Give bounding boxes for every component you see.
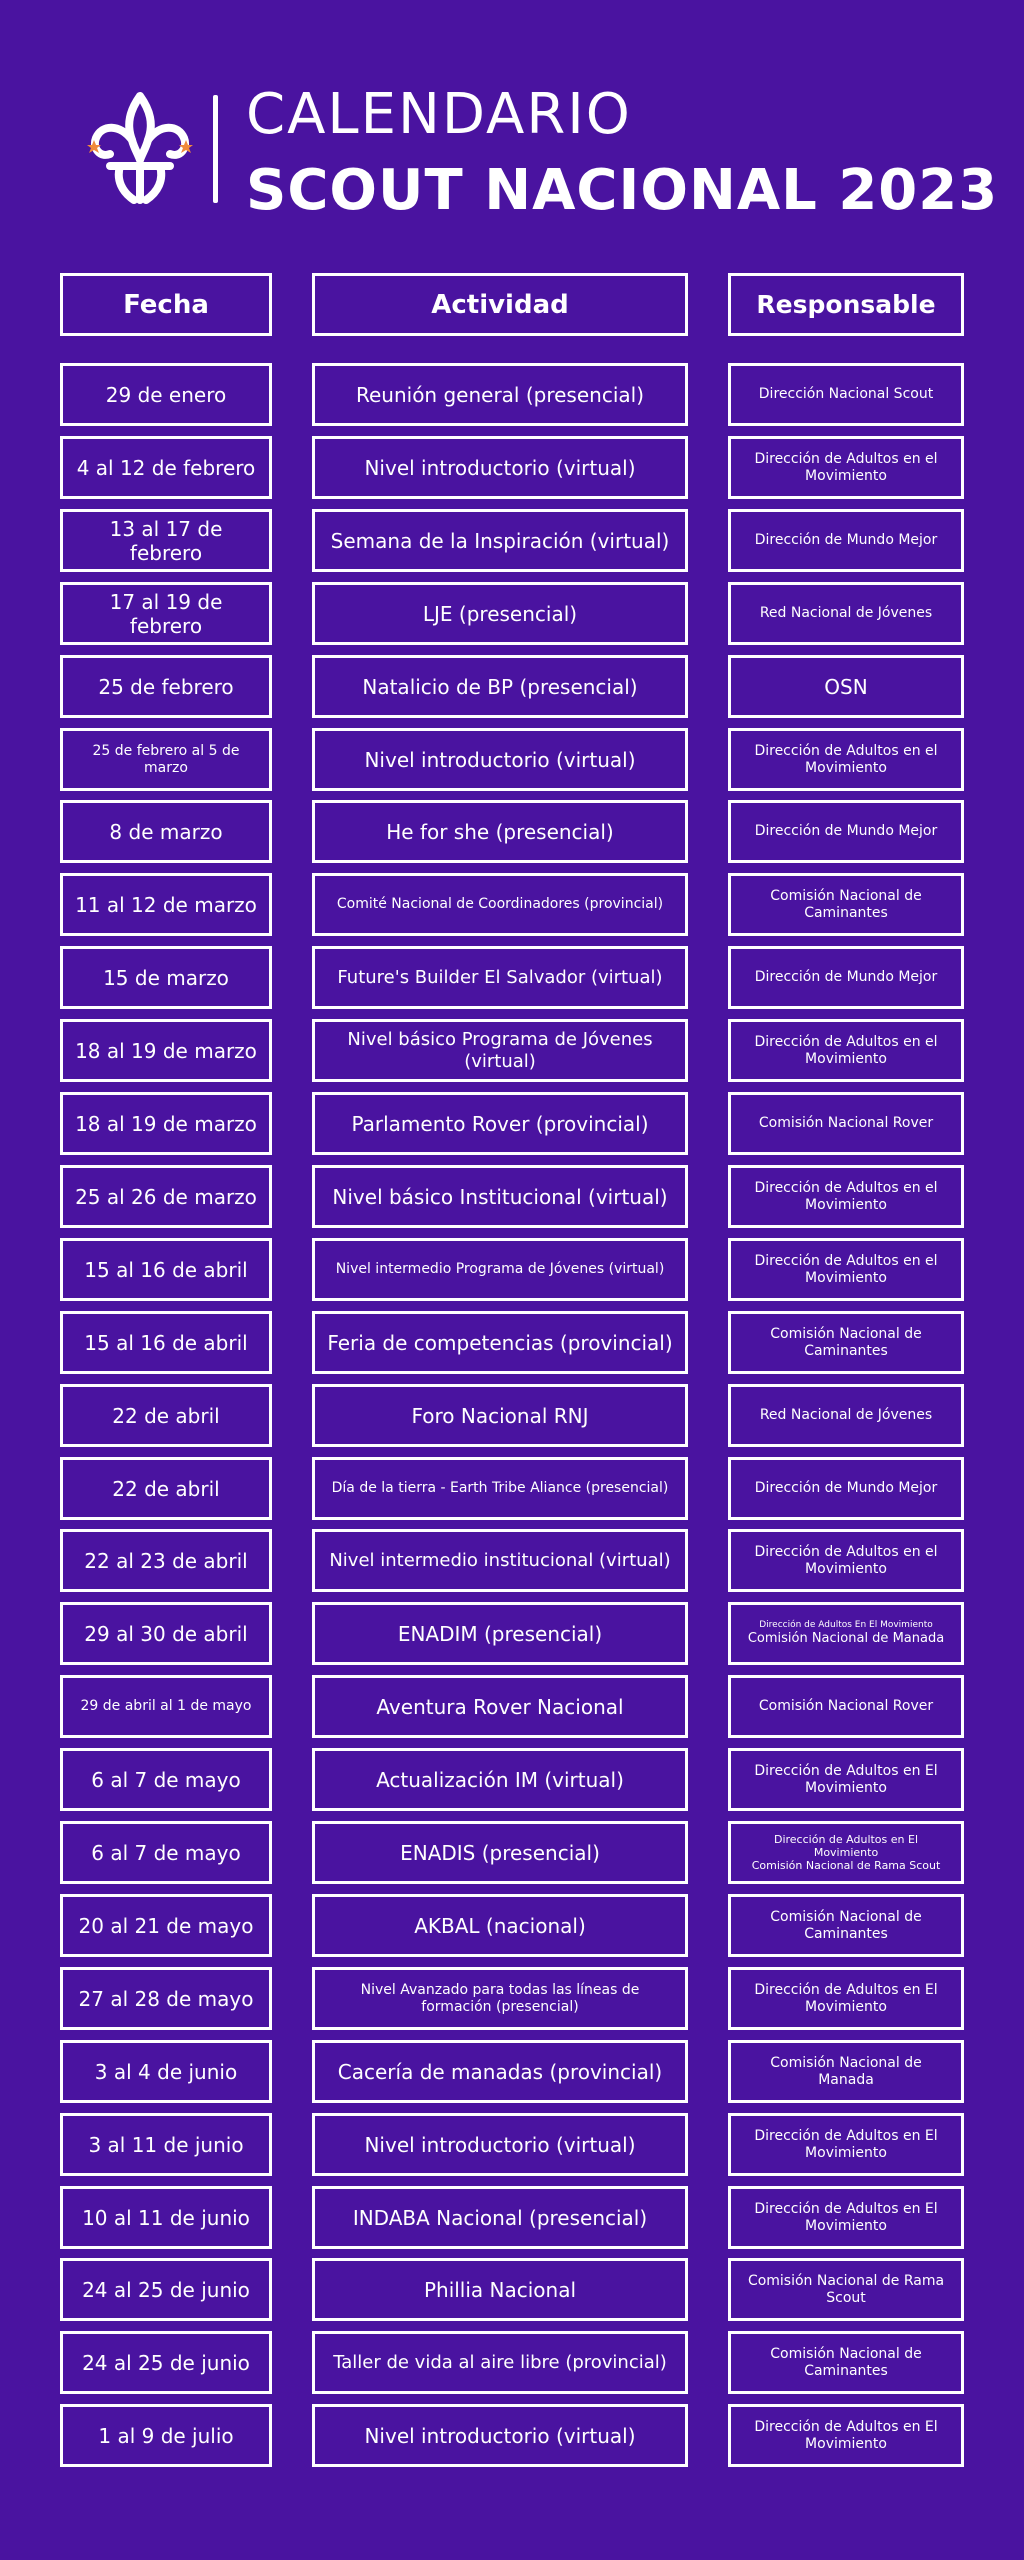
fecha-cell: 22 de abril (60, 1384, 272, 1447)
responsable-cell: Dirección de Adultos en el Movimiento (728, 1529, 964, 1592)
actividad-cell: Comité Nacional de Coordinadores (provincial) (312, 873, 688, 936)
fecha-cell: 10 al 11 de junio (60, 2186, 272, 2249)
fecha-cell: 24 al 25 de junio (60, 2331, 272, 2394)
fecha-cell: 25 al 26 de marzo (60, 1165, 272, 1228)
actividad-cell: Nivel intermedio institucional (virtual) (312, 1529, 688, 1592)
responsable-cell: Dirección de Mundo Mejor (728, 800, 964, 863)
actividad-cell: He for she (presencial) (312, 800, 688, 863)
responsable-cell: Comisión Nacional de Caminantes (728, 1311, 964, 1374)
actividad-cell: Nivel Avanzado para todas las líneas de formación (presencial) (312, 1967, 688, 2030)
responsable-line: Comisión Nacional de Rama Scout (751, 1859, 941, 1873)
column-header-actividad: Actividad (312, 273, 688, 336)
responsable-cell: Dirección de Adultos en El Movimiento (728, 2186, 964, 2249)
title-divider (213, 95, 218, 203)
actividad-cell: Aventura Rover Nacional (312, 1675, 688, 1738)
responsable-cell: Comisión Nacional Rover (728, 1092, 964, 1155)
fleur-de-lis-icon (80, 88, 200, 208)
fecha-cell: 18 al 19 de marzo (60, 1019, 272, 1082)
actividad-cell: Feria de competencias (provincial) (312, 1311, 688, 1374)
fecha-cell: 17 al 19 de febrero (60, 582, 272, 645)
fecha-cell: 15 al 16 de abril (60, 1238, 272, 1301)
responsable-cell: Comisión Nacional de Rama Scout (728, 2258, 964, 2321)
actividad-cell: ENADIM (presencial) (312, 1602, 688, 1665)
responsable-line: Dirección de Adultos en El Movimiento (773, 1832, 919, 1859)
column-header-fecha: Fecha (60, 273, 272, 336)
actividad-cell: Nivel básico Programa de Jóvenes (virtual) (312, 1019, 688, 1082)
responsable-cell: Dirección de Mundo Mejor (728, 1457, 964, 1520)
actividad-cell: Reunión general (presencial) (312, 363, 688, 426)
actividad-cell: Nivel introductorio (virtual) (312, 436, 688, 499)
actividad-cell: LJE (presencial) (312, 582, 688, 645)
page-title-line1: CALENDARIO (246, 82, 632, 147)
actividad-cell: Nivel introductorio (virtual) (312, 2113, 688, 2176)
fecha-cell: 4 al 12 de febrero (60, 436, 272, 499)
responsable-cell: Dirección de Adultos en El Movimiento (728, 1967, 964, 2030)
responsable-cell: Dirección de Adultos en El Movimiento (728, 2404, 964, 2467)
actividad-cell: Día de la tierra - Earth Tribe Aliance (presencial) (312, 1457, 688, 1520)
responsable-cell: Comisión Nacional de Caminantes (728, 873, 964, 936)
responsable-cell: Dirección de Adultos en el Movimiento (728, 1238, 964, 1301)
fecha-cell: 18 al 19 de marzo (60, 1092, 272, 1155)
responsable-cell (728, 1602, 964, 1665)
responsable-line: Dirección de Adultos En El Movimiento (759, 1620, 933, 1631)
fecha-cell: 13 al 17 de febrero (60, 509, 272, 572)
actividad-cell: ENADIS (presencial) (312, 1821, 688, 1884)
actividad-cell: AKBAL (nacional) (312, 1894, 688, 1957)
fecha-cell: 22 de abril (60, 1457, 272, 1520)
actividad-cell: Actualización IM (virtual) (312, 1748, 688, 1811)
responsable-cell: Comisión Nacional de Caminantes (728, 1894, 964, 1957)
fecha-cell: 25 de febrero (60, 655, 272, 718)
actividad-cell: Phillia Nacional (312, 2258, 688, 2321)
actividad-cell: Nivel básico Institucional (virtual) (312, 1165, 688, 1228)
responsable-cell: Dirección de Adultos en el Movimiento (728, 1019, 964, 1082)
responsable-cell: Comisión Nacional Rover (728, 1675, 964, 1738)
fecha-cell: 29 al 30 de abril (60, 1602, 272, 1665)
fecha-cell: 6 al 7 de mayo (60, 1748, 272, 1811)
responsable-cell: Dirección de Adultos en El Movimiento (728, 1748, 964, 1811)
fecha-cell: 20 al 21 de mayo (60, 1894, 272, 1957)
responsable-cell: Dirección de Mundo Mejor (728, 946, 964, 1009)
responsable-cell: Comisión Nacional de Caminantes (728, 2331, 964, 2394)
actividad-cell: INDABA Nacional (presencial) (312, 2186, 688, 2249)
fecha-cell: 25 de febrero al 5 de marzo (60, 728, 272, 791)
actividad-cell: Nivel intermedio Programa de Jóvenes (virtual) (312, 1238, 688, 1301)
responsable-line: Comisión Nacional de Manada (747, 1631, 945, 1647)
actividad-cell: Cacería de manadas (provincial) (312, 2040, 688, 2103)
page-title-line2: SCOUT NACIONAL 2023 (246, 158, 999, 223)
fecha-cell: 8 de marzo (60, 800, 272, 863)
fecha-cell: 3 al 11 de junio (60, 2113, 272, 2176)
fecha-cell: 3 al 4 de junio (60, 2040, 272, 2103)
fecha-cell: 15 al 16 de abril (60, 1311, 272, 1374)
fecha-cell: 1 al 9 de julio (60, 2404, 272, 2467)
actividad-cell: Nivel introductorio (virtual) (312, 728, 688, 791)
fecha-cell: 11 al 12 de marzo (60, 873, 272, 936)
actividad-cell: Parlamento Rover (provincial) (312, 1092, 688, 1155)
actividad-cell: Taller de vida al aire libre (provincial) (312, 2331, 688, 2394)
fecha-cell: 15 de marzo (60, 946, 272, 1009)
responsable-cell: Dirección de Adultos en El Movimiento (728, 2113, 964, 2176)
responsable-cell: Dirección de Adultos en el Movimiento (728, 728, 964, 791)
responsable-cell: Dirección de Adultos en el Movimiento (728, 436, 964, 499)
fecha-cell: 29 de abril al 1 de mayo (60, 1675, 272, 1738)
responsable-cell: Dirección Nacional Scout (728, 363, 964, 426)
fecha-cell: 27 al 28 de mayo (60, 1967, 272, 2030)
column-header-responsable: Responsable (728, 273, 964, 336)
responsable-cell (728, 1821, 964, 1884)
responsable-cell: OSN (728, 655, 964, 718)
responsable-cell: Red Nacional de Jóvenes (728, 582, 964, 645)
fecha-cell: 24 al 25 de junio (60, 2258, 272, 2321)
fecha-cell: 22 al 23 de abril (60, 1529, 272, 1592)
actividad-cell: Foro Nacional RNJ (312, 1384, 688, 1447)
responsable-cell: Comisión Nacional de Manada (728, 2040, 964, 2103)
fecha-cell: 6 al 7 de mayo (60, 1821, 272, 1884)
fecha-cell: 29 de enero (60, 363, 272, 426)
actividad-cell: Natalicio de BP (presencial) (312, 655, 688, 718)
responsable-cell: Dirección de Adultos en el Movimiento (728, 1165, 964, 1228)
responsable-cell: Red Nacional de Jóvenes (728, 1384, 964, 1447)
actividad-cell: Nivel introductorio (virtual) (312, 2404, 688, 2467)
responsable-cell: Dirección de Mundo Mejor (728, 509, 964, 572)
actividad-cell: Future's Builder El Salvador (virtual) (312, 946, 688, 1009)
actividad-cell: Semana de la Inspiración (virtual) (312, 509, 688, 572)
header (0, 0, 1024, 240)
